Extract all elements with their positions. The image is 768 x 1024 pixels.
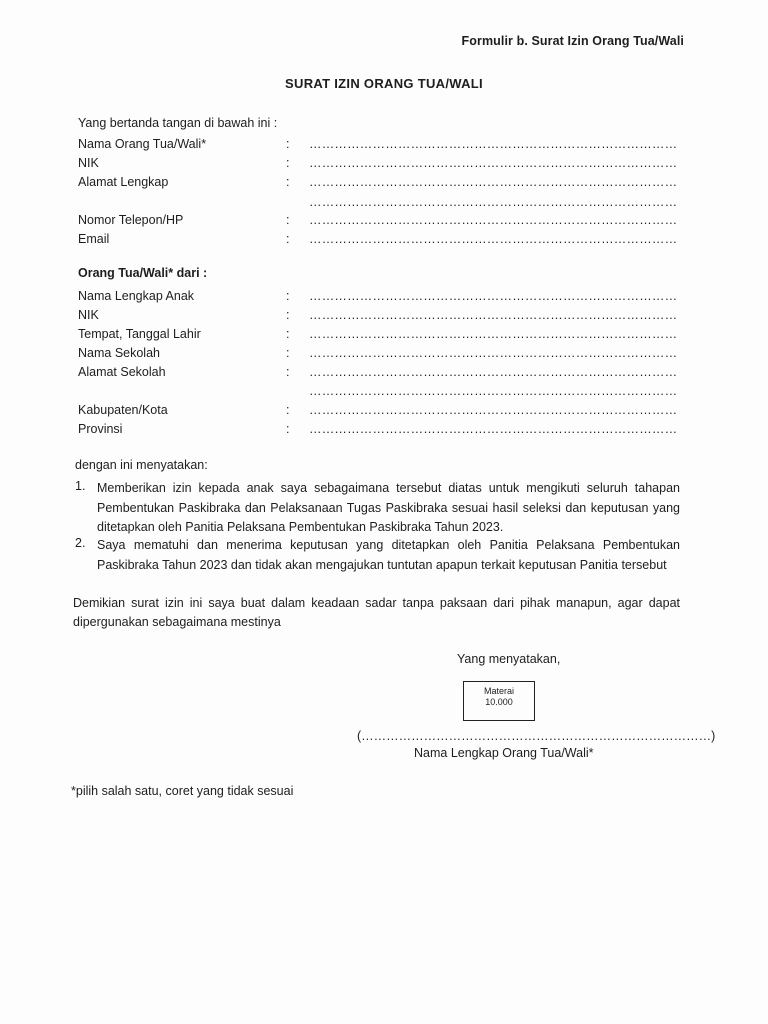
field-child-birth[interactable] — [78, 327, 678, 344]
field-child-name[interactable] — [78, 289, 678, 306]
field-colon: : — [286, 137, 290, 151]
field-colon: : — [286, 327, 290, 341]
fill-line[interactable]: …………………………………………………………………………… — [309, 213, 678, 227]
signature-name-caption: Nama Lengkap Orang Tua/Wali* — [414, 746, 594, 760]
field-child-school[interactable] — [78, 346, 678, 363]
field-school-address[interactable] — [78, 365, 678, 382]
declarant-label: Yang menyatakan, — [457, 652, 561, 666]
fill-line[interactable]: …………………………………………………………………………… — [309, 308, 678, 322]
field-regency[interactable] — [78, 403, 678, 420]
signature-line[interactable]: (…………………………………………………………………………) — [357, 729, 716, 743]
field-label: Kabupaten/Kota — [78, 403, 168, 417]
stamp-duty-box — [463, 681, 535, 721]
field-colon: : — [286, 213, 290, 227]
field-colon: : — [286, 346, 290, 360]
field-parent-address[interactable] — [78, 175, 678, 192]
field-parent-name[interactable] — [78, 137, 678, 154]
field-label: Nama Sekolah — [78, 346, 160, 360]
field-label: Nomor Telepon/HP — [78, 213, 184, 227]
intro-text: Yang bertanda tangan di bawah ini : — [78, 116, 278, 130]
fill-line[interactable]: …………………………………………………………………………… — [309, 346, 678, 360]
statement-text: Saya mematuhi dan menerima keputusan yang ditetapkan oleh Panitia Pelaksana Pembentukan Paskibraka Tahun 2023 dan tidak akan mengajukan tuntutan apapun terkait keputusan Panitia tersebut — [97, 538, 680, 572]
statement-intro: dengan ini menyatakan: — [75, 458, 208, 472]
fill-line[interactable]: …………………………………………………………………………… — [309, 289, 678, 303]
document-title: SURAT IZIN ORANG TUA/WALI — [285, 76, 483, 91]
field-colon: : — [286, 365, 290, 379]
statement-number: 1. — [75, 479, 86, 493]
field-province[interactable] — [78, 422, 678, 439]
stamp-value: 10.000 — [485, 697, 513, 707]
field-parent-phone[interactable] — [78, 213, 678, 230]
field-school-address-continued[interactable] — [78, 384, 678, 401]
field-parent-address-continued[interactable] — [78, 195, 678, 212]
field-label: NIK — [78, 308, 99, 322]
field-label: Tempat, Tanggal Lahir — [78, 327, 201, 341]
fill-line[interactable]: …………………………………………………………………………… — [309, 137, 678, 151]
fill-line[interactable]: …………………………………………………………………………… — [309, 195, 678, 209]
field-parent-nik[interactable] — [78, 156, 678, 173]
field-colon: : — [286, 403, 290, 417]
field-colon: : — [286, 289, 290, 303]
fill-line[interactable]: …………………………………………………………………………… — [309, 156, 678, 170]
field-label: Alamat Sekolah — [78, 365, 166, 379]
fill-line[interactable]: …………………………………………………………………………… — [309, 384, 678, 398]
footnote: *pilih salah satu, coret yang tidak sesuai — [71, 784, 294, 798]
field-label: Nama Orang Tua/Wali* — [78, 137, 207, 151]
field-colon: : — [286, 175, 290, 189]
field-label: Alamat Lengkap — [78, 175, 169, 189]
field-label: NIK — [78, 156, 99, 170]
fill-line[interactable]: …………………………………………………………………………… — [309, 175, 678, 189]
closing-paragraph: Demikian surat izin ini saya buat dalam keadaan sadar tanpa paksaan dari pihak manapun, agar dapat dipergunakan sebagaimana mestinya — [73, 596, 680, 629]
fill-line[interactable]: …………………………………………………………………………… — [309, 365, 678, 379]
field-label: Email — [78, 232, 110, 246]
field-colon: : — [286, 232, 290, 246]
fill-line[interactable]: …………………………………………………………………………… — [309, 327, 678, 341]
stamp-label: Materai — [483, 686, 514, 696]
field-label: Nama Lengkap Anak — [78, 289, 195, 303]
field-parent-email[interactable] — [78, 232, 678, 249]
field-child-nik[interactable] — [78, 308, 678, 325]
statement-text: Memberikan izin kepada anak saya sebagaimana tersebut diatas untuk mengikuti seluruh tahapan Pembentukan Paskibraka dan Pelaksanaan Tugas Paskibraka sesuai hasil seleksi dan keputusan yang ditetapkan oleh Panitia Pelaksana Pembentukan Paskibraka Tahun 2023. — [97, 481, 680, 534]
fill-line[interactable]: …………………………………………………………………………… — [309, 403, 678, 417]
field-colon: : — [286, 308, 290, 322]
fill-line[interactable]: …………………………………………………………………………… — [309, 232, 678, 246]
field-label: Provinsi — [78, 422, 123, 436]
statement-number: 2. — [75, 536, 86, 550]
fill-line[interactable]: …………………………………………………………………………… — [309, 422, 678, 436]
child-section-title: Orang Tua/Wali* dari : — [78, 266, 208, 280]
field-colon: : — [286, 156, 290, 170]
form-reference: Formulir b. Surat Izin Orang Tua/Wali — [461, 34, 684, 48]
field-colon: : — [286, 422, 290, 436]
